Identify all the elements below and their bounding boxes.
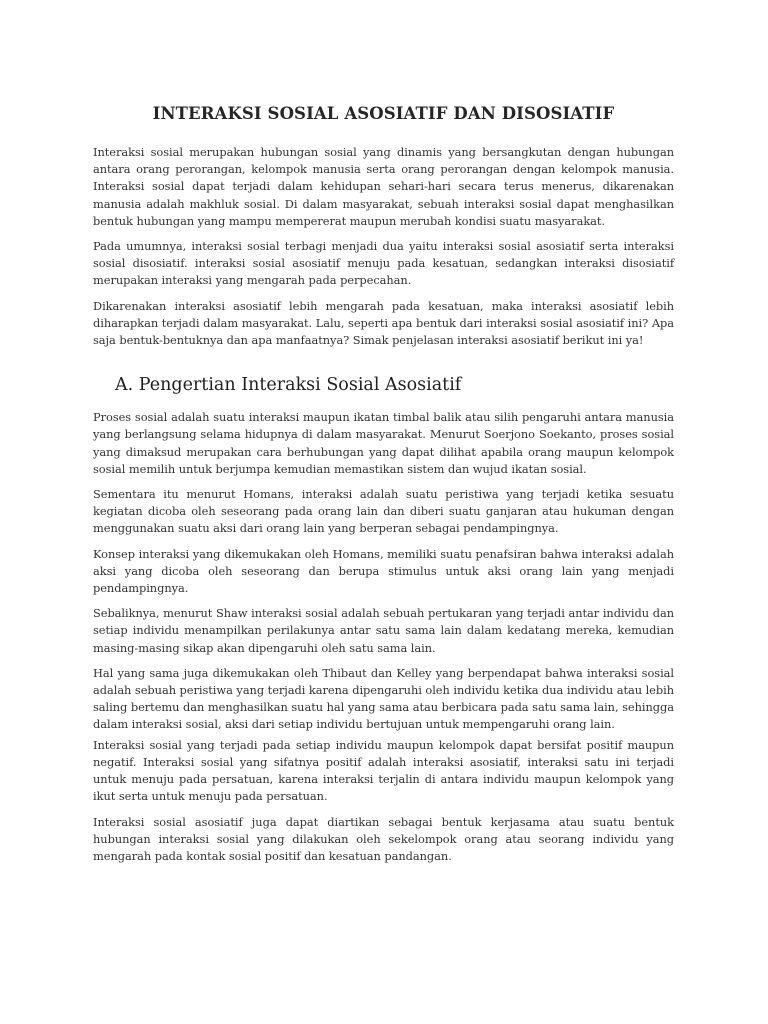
intro-paragraph-1: Interaksi sosial merupakan hubungan sosial yang dinamis yang bersangkutan dengan hubungan antara orang perorangan, kelompok manusia serta orang perorangan dengan kelompok manusia. Interaksi sosial dapat terjadi dalam kehidupan sehari-hari secara terus menerus, dikarenakan manusia adalah makhluk sosial. Di dalam masyarakat, sebuah interaksi sosial dapat menghasilkan bentuk hubungan yang mampu mempererat maupun merubah kondisi suatu masyarakat. (93, 145, 674, 228)
section-a-paragraph-2: Sementara itu menurut Homans, interaksi adalah suatu peristiwa yang terjadi ketika sesuatu kegiatan dicoba oleh seseorang pada orang lain dan diberi suatu ganjaran atau hukuman dengan menggunakan suatu aksi dari orang lain yang berperan sebagai pendampingnya. (93, 487, 674, 536)
section-a-paragraph-3: Konsep interaksi yang dikemukakan oleh Homans, memiliki suatu penafsiran bahwa interaksi adalah aksi yang dicoba oleh seseorang dan berupa stimulus untuk aksi orang lain yang menjadi pendampingnya. (93, 546, 674, 596)
section-a-heading: A. Pengertian Interaksi Sosial Asosiatif (115, 375, 462, 396)
section-a-paragraph-6: Interaksi sosial yang terjadi pada setiap individu maupun kelompok dapat bersifat positif maupun negatif. Interaksi sosial yang sifatnya positif adalah interaksi asosiatif, interaksi satu ini terjadi untuk menuju pada persatuan, karena interaksi terjalin di antara individu maupun kelompok yang ikut serta untuk menuju pada persatuan. (93, 737, 674, 804)
section-a-paragraph-5: Hal yang sama juga dikemukakan oleh Thibaut dan Kelley yang berpendapat bahwa interaksi sosial adalah sebuah peristiwa yang terjadi karena dipengaruhi oleh individu ketika dua individu atau lebih saling bertemu dan menghasilkan suatu hal yang sama atau berbicara pada satu sama lain, sehingga dalam interaksi sosial, aksi dari setiap individu bertujuan untuk mempengaruhi orang lain. (93, 665, 674, 732)
intro-paragraph-3: Dikarenakan interaksi asosiatif lebih mengarah pada kesatuan, maka interaksi asosiatif lebih diharapkan terjadi dalam masyarakat. Lalu, seperti apa bentuk dari interaksi sosial asosiatif ini? Apa saja bentuk-bentuknya dan apa manfaatnya? Simak penjelasan interaksi asosiatif berikut ini ya! (93, 298, 674, 348)
section-a-paragraph-4: Sebaliknya, menurut Shaw interaksi sosial adalah sebuah pertukaran yang terjadi antar individu dan setiap individu menampilkan perilakunya antar satu sama lain dalam kedatang mereka, kemudian masing-masing sikap akan dipengaruhi oleh satu sama lain. (93, 606, 674, 655)
section-a-paragraph-1: Proses sosial adalah suatu interaksi maupun ikatan timbal balik atau silih pengaruhi antara manusia yang berlangsung selama hidupnya di dalam masyarakat. Menurut Soerjono Soekanto, proses sosial yang dimaksud merupakan cara berhubungan yang dapat dilihat apabila orang maupun kelompok sosial memilih untuk berjumpa kemudian memastikan sistem dan wujud ikatan sosial. (93, 410, 674, 476)
section-a-paragraph-7: Interaksi sosial asosiatif juga dapat diartikan sebagai bentuk kerjasama atau suatu bentuk hubungan interaksi sosial yang dilakukan oleh sekelompok orang atau seorang individu yang mengarah pada kontak sosial positif dan kesatuan pandangan. (93, 814, 674, 863)
document-title: INTERAKSI SOSIAL ASOSIATIF DAN DISOSIATIF (152, 104, 615, 123)
intro-paragraph-2: Pada umumnya, interaksi sosial terbagi menjadi dua yaitu interaksi sosial asosiatif serta interaksi sosial disosiatif. interaksi sosial asosiatif menuju pada kesatuan, sedangkan interaksi disosiatif merupakan interaksi yang mengarah pada perpecahan. (93, 239, 674, 288)
